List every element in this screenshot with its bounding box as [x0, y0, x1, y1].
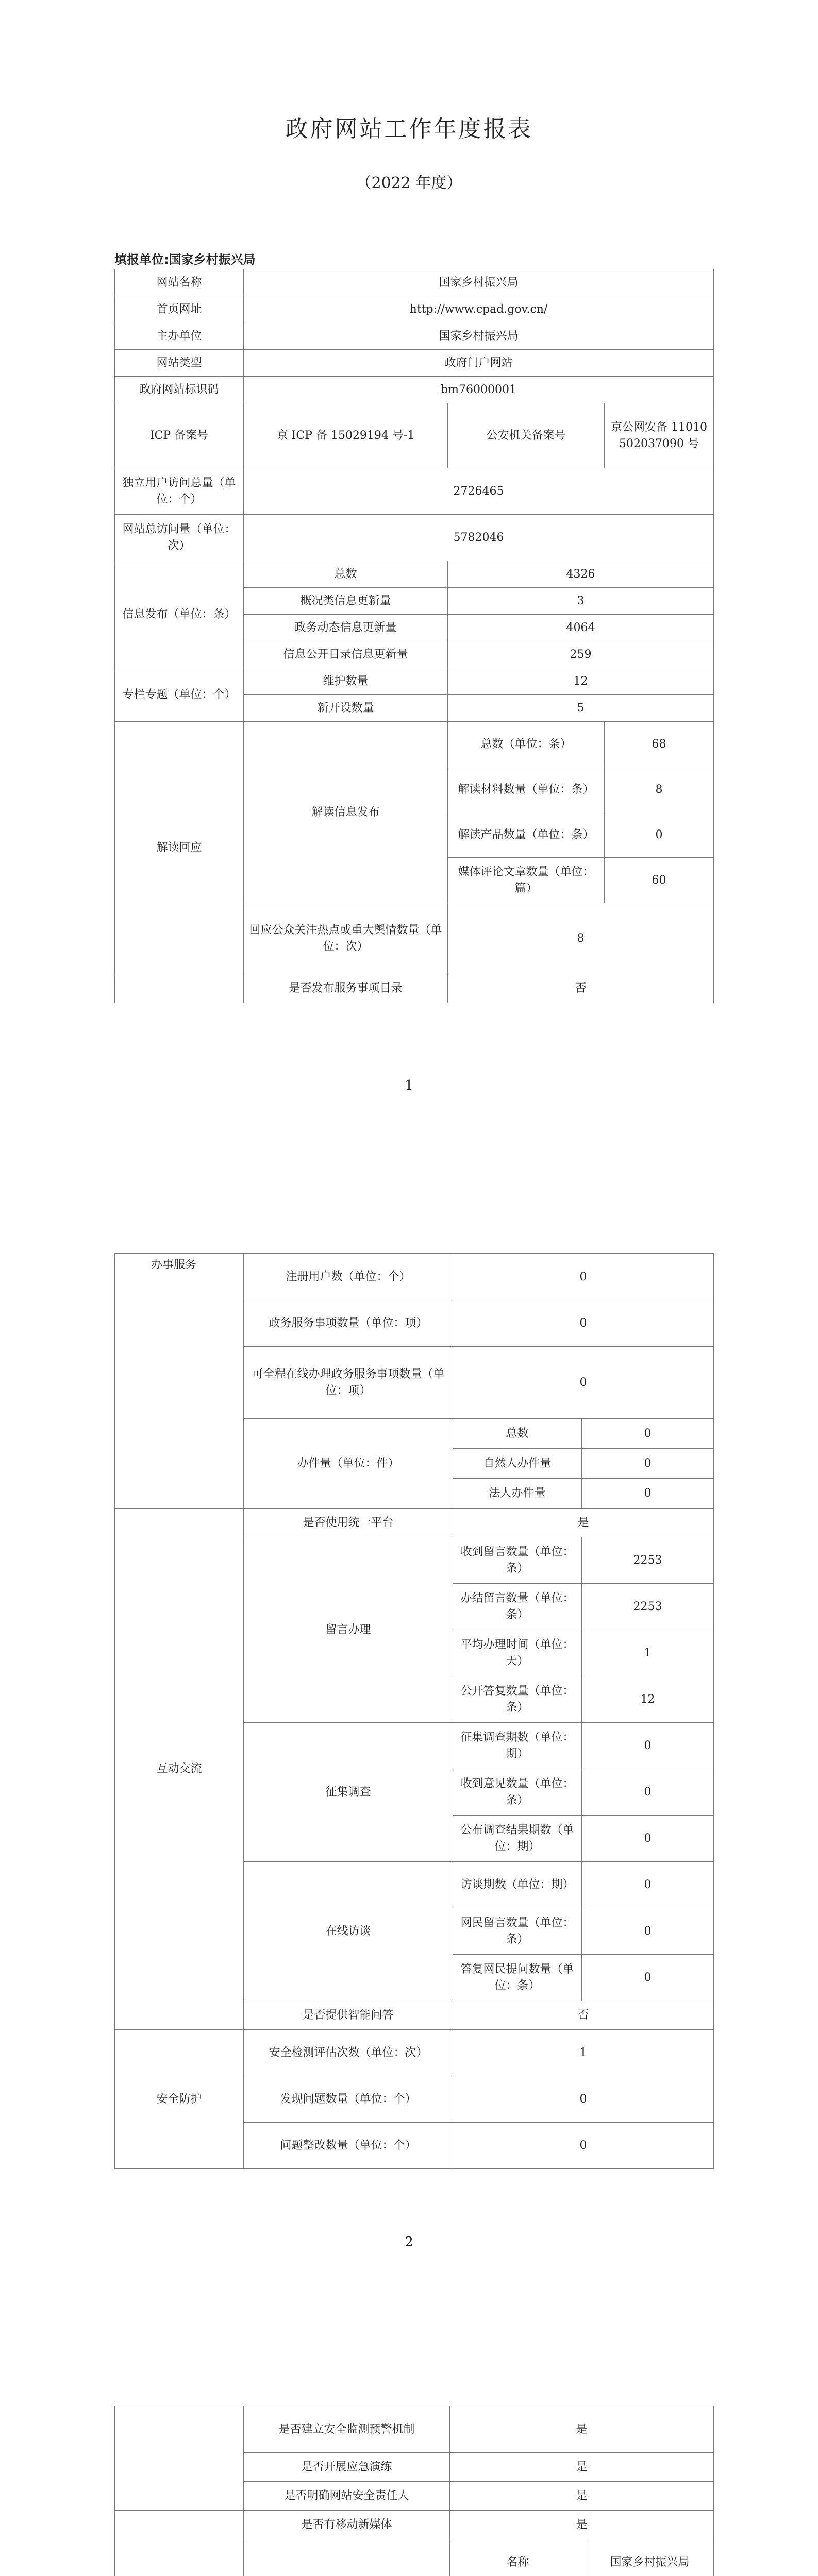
security-media-table	[114, 2406, 714, 2576]
info-catalog-value: 259	[448, 641, 714, 668]
msg-done-label: 办结留言数量（单位：条）	[453, 1584, 582, 1630]
interpret-product-value: 0	[605, 812, 714, 858]
person-label: 自然人办件量	[453, 1449, 582, 1479]
check-label: 安全检测评估次数（单位：次）	[244, 2030, 453, 2076]
owner-label: 是否明确网站安全责任人	[244, 2482, 450, 2511]
table-row	[115, 515, 714, 561]
users-value: 0	[453, 1254, 714, 1300]
msg-public-label: 公开答复数量（单位：条）	[453, 1676, 582, 1723]
survey-opinions-label: 收到意见数量（单位：条）	[453, 1769, 582, 1816]
report-year: （2022 年度）	[356, 174, 462, 192]
info-total-label: 总数	[244, 561, 448, 588]
msg-days-value: 1	[582, 1630, 714, 1676]
monitor-value: 是	[450, 2406, 714, 2453]
fixed-value: 0	[453, 2123, 714, 2169]
topic-new-value: 5	[448, 695, 714, 722]
site-name-value: 国家乡村振兴局	[244, 269, 714, 296]
icp-label: ICP 备案号	[115, 403, 244, 468]
page-3	[0, 2313, 818, 2576]
table-row	[115, 296, 714, 323]
info-news-label: 政务动态信息更新量	[244, 615, 448, 641]
home-url-value[interactable]: http://www.cpad.gov.cn/	[244, 296, 714, 323]
interpret-hot-label: 回应公众关注热点或重大舆情数量（单位：次）	[244, 903, 448, 974]
items-value: 0	[453, 1300, 714, 1347]
service-interaction-table	[114, 1253, 714, 2169]
table-row	[115, 269, 714, 296]
page-number: 2	[405, 2234, 413, 2250]
table-row	[115, 350, 714, 377]
table-row	[115, 668, 714, 695]
monitor-label: 是否建立安全监测预警机制	[244, 2406, 450, 2453]
host-label: 主办单位	[115, 323, 244, 350]
info-overview-label: 概况类信息更新量	[244, 588, 448, 615]
msg-received-value: 2253	[582, 1537, 714, 1584]
drill-value: 是	[450, 2453, 714, 2482]
handle-label: 办件量（单位：件）	[244, 1419, 453, 1509]
uv-label: 独立用户访问总量（单位：个）	[115, 468, 244, 515]
drill-label: 是否开展应急演练	[244, 2453, 450, 2482]
table-row	[115, 1254, 714, 1300]
has-media-label: 是否有移动新媒体	[244, 2511, 450, 2539]
survey-results-label: 公布调查结果期数（单位：期）	[453, 1816, 582, 1862]
handle-total-label: 总数	[453, 1419, 582, 1449]
interview-answers-label: 答复网民提问数量（单位：条）	[453, 1955, 582, 2001]
online-value: 0	[453, 1347, 714, 1419]
pv-value: 5782046	[244, 515, 714, 561]
topic-maintain-label: 维护数量	[244, 668, 448, 695]
info-total-value: 4326	[448, 561, 714, 588]
site-type-value: 政府门户网站	[244, 350, 714, 377]
interpret-media-value: 60	[605, 858, 714, 903]
table-row	[115, 561, 714, 588]
security-label: 安全防护	[115, 2030, 244, 2169]
legal-label: 法人办件量	[453, 1479, 582, 1509]
table-row	[115, 974, 714, 1003]
service-catalog-label: 是否发布服务事项目录	[244, 974, 448, 1003]
icp-value: 京 ICP 备 15029194 号-1	[244, 403, 448, 468]
info-catalog-label: 信息公开目录信息更新量	[244, 641, 448, 668]
smart-value: 否	[453, 2001, 714, 2030]
host-value: 国家乡村振兴局	[244, 323, 714, 350]
legal-value: 0	[582, 1479, 714, 1509]
msg-days-label: 平均办理时间（单位：天）	[453, 1630, 582, 1676]
interpret-label: 解读回应	[115, 722, 244, 974]
table-row	[115, 377, 714, 403]
interpret-product-label: 解读产品数量（单位：条）	[448, 812, 605, 858]
weibo-name-value: 国家乡村振兴局	[586, 2539, 714, 2576]
interpret-hot-value: 8	[448, 903, 714, 974]
info-overview-value: 3	[448, 588, 714, 615]
weibo-label	[244, 2539, 450, 2576]
interpret-release-label: 解读信息发布	[244, 722, 448, 903]
has-media-value: 是	[450, 2511, 714, 2539]
interview-periods-label: 访谈期数（单位：期）	[453, 1862, 582, 1908]
interpret-material-label: 解读材料数量（单位：条）	[448, 767, 605, 812]
page-1	[0, 0, 818, 1157]
platform-value: 是	[453, 1509, 714, 1537]
site-type-label: 网站类型	[115, 350, 244, 377]
interview-msgs-label: 网民留言数量（单位：条）	[453, 1908, 582, 1955]
issues-label: 发现问题数量（单位：个）	[244, 2076, 453, 2123]
report-title: 政府网站工作年度报表	[285, 116, 533, 142]
users-label: 注册用户数（单位：个）	[244, 1254, 453, 1300]
interpret-total-label: 总数（单位：条）	[448, 722, 605, 767]
topic-new-label: 新开设数量	[244, 695, 448, 722]
handle-total-value: 0	[582, 1419, 714, 1449]
topic-maintain-value: 12	[448, 668, 714, 695]
site-name-label: 网站名称	[115, 269, 244, 296]
survey-periods-label: 征集调查期数（单位：期）	[453, 1723, 582, 1769]
police-label: 公安机关备案号	[448, 403, 605, 468]
empty-cell	[115, 974, 244, 1003]
table-row	[115, 2511, 714, 2539]
interpret-media-label: 媒体评论文章数量（单位：篇）	[448, 858, 605, 903]
interview-label: 在线访谈	[244, 1862, 453, 2001]
check-value: 1	[453, 2030, 714, 2076]
interpret-material-value: 8	[605, 767, 714, 812]
info-release-label: 信息发布（单位：条）	[115, 561, 244, 668]
owner-value: 是	[450, 2482, 714, 2511]
topic-label: 专栏专题（单位：个）	[115, 668, 244, 722]
uv-value: 2726465	[244, 468, 714, 515]
msg-public-value: 12	[582, 1676, 714, 1723]
page-number: 1	[405, 1078, 413, 1093]
table-row	[115, 2406, 714, 2453]
site-code-label: 政府网站标识码	[115, 377, 244, 403]
table-row	[115, 1509, 714, 1537]
site-code-value: bm76000001	[244, 377, 714, 403]
police-value: 京公网安备 11010502037090 号	[605, 403, 714, 468]
interview-msgs-value: 0	[582, 1908, 714, 1955]
empty-cell	[115, 2406, 244, 2511]
table-row	[115, 468, 714, 515]
service-label: 办事服务	[115, 1254, 244, 1509]
online-label: 可全程在线办理政务服务事项数量（单位：项）	[244, 1347, 453, 1419]
interaction-label: 互动交流	[115, 1509, 244, 2030]
msg-received-label: 收到留言数量（单位：条）	[453, 1537, 582, 1584]
weibo-name-label: 名称	[450, 2539, 586, 2576]
service-catalog-value: 否	[448, 974, 714, 1003]
survey-periods-value: 0	[582, 1723, 714, 1769]
survey-opinions-value: 0	[582, 1769, 714, 1816]
page-2	[0, 1157, 818, 2313]
home-url-label: 首页网址	[115, 296, 244, 323]
person-value: 0	[582, 1449, 714, 1479]
table-row	[115, 2030, 714, 2076]
fixed-label: 问题整改数量（单位：个）	[244, 2123, 453, 2169]
interview-answers-value: 0	[582, 1955, 714, 2001]
pv-label: 网站总访问量（单位：次）	[115, 515, 244, 561]
table-row	[115, 403, 714, 468]
table-row	[115, 323, 714, 350]
msg-label: 留言办理	[244, 1537, 453, 1723]
platform-label: 是否使用统一平台	[244, 1509, 453, 1537]
interview-periods-value: 0	[582, 1862, 714, 1908]
info-news-value: 4064	[448, 615, 714, 641]
issues-value: 0	[453, 2076, 714, 2123]
filing-unit: 填报单位:国家乡村振兴局	[114, 252, 256, 267]
msg-done-value: 2253	[582, 1584, 714, 1630]
survey-results-value: 0	[582, 1816, 714, 1862]
items-label: 政务服务事项数量（单位：项）	[244, 1300, 453, 1347]
smart-label: 是否提供智能问答	[244, 2001, 453, 2030]
basic-info-table	[114, 269, 714, 1003]
interpret-total-value: 68	[605, 722, 714, 767]
mobile-label	[115, 2511, 244, 2576]
table-row	[115, 722, 714, 767]
survey-label: 征集调查	[244, 1723, 453, 1862]
